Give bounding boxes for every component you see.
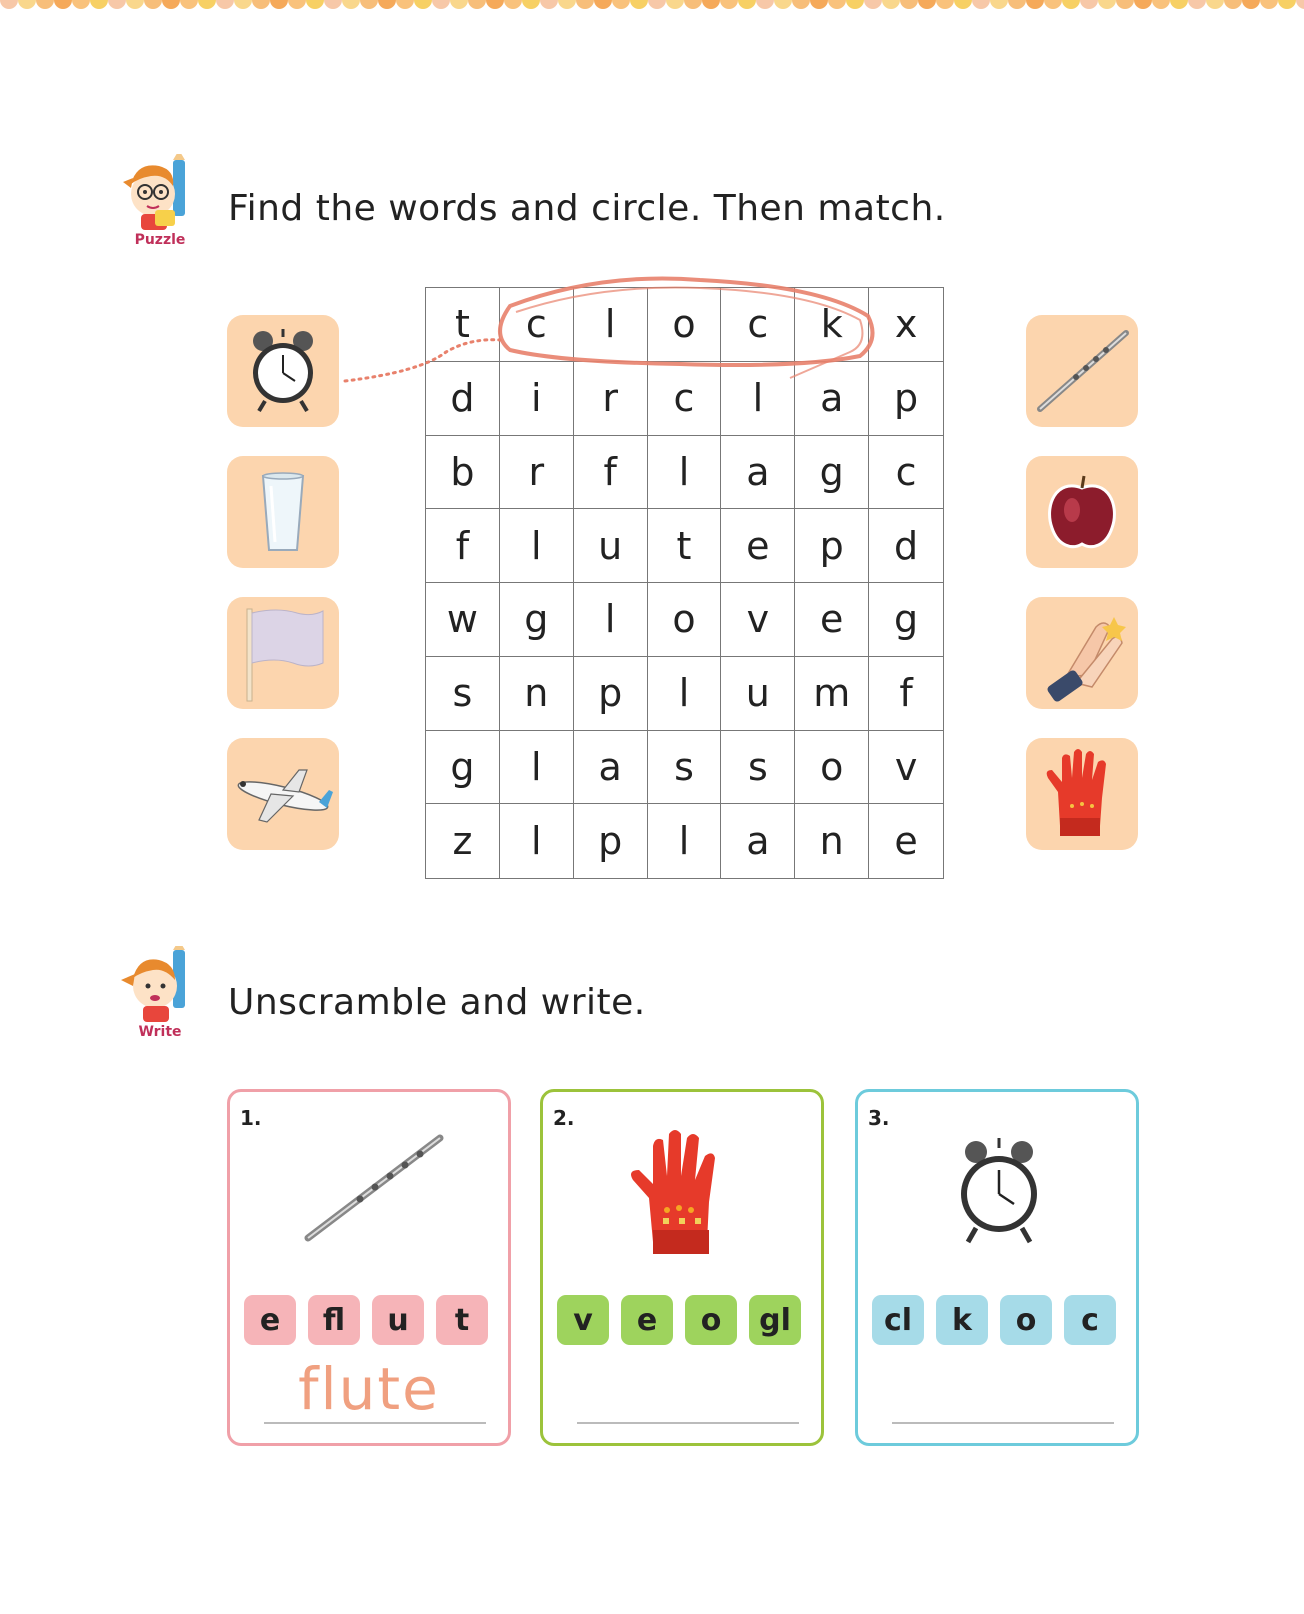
grid-cell[interactable]: c bbox=[869, 436, 943, 510]
letter-tiles bbox=[244, 1295, 488, 1345]
answer-line[interactable] bbox=[892, 1422, 1114, 1424]
picture-card-airplane[interactable] bbox=[227, 738, 339, 850]
scallop-dot bbox=[378, 0, 396, 9]
scallop-dot bbox=[126, 0, 144, 9]
scallop-dot bbox=[666, 0, 684, 9]
scallop-dot bbox=[162, 0, 180, 9]
scallop-dot bbox=[1188, 0, 1206, 9]
scallop-dot bbox=[360, 0, 378, 9]
scallop-dot bbox=[1062, 0, 1080, 9]
grid-cell[interactable]: r bbox=[574, 362, 648, 436]
scallop-dot bbox=[630, 0, 648, 9]
grid-cell[interactable]: c bbox=[721, 288, 795, 362]
grid-cell[interactable]: k bbox=[795, 288, 869, 362]
scallop-dot bbox=[846, 0, 864, 9]
puzzle-label: Puzzle bbox=[134, 232, 186, 248]
scallop-dot bbox=[198, 0, 216, 9]
letter-tile[interactable]: e bbox=[621, 1295, 673, 1345]
scallop-dot bbox=[828, 0, 846, 9]
picture-card-clap[interactable] bbox=[1026, 597, 1138, 709]
scallop-dot bbox=[432, 0, 450, 9]
letter-tiles bbox=[872, 1295, 1116, 1345]
scallop-dot bbox=[1278, 0, 1296, 9]
scallop-dot bbox=[414, 0, 432, 9]
flute-icon bbox=[230, 1122, 508, 1262]
glove-icon bbox=[1026, 738, 1138, 850]
scallop-dot bbox=[1134, 0, 1152, 9]
apple-icon bbox=[1026, 456, 1138, 568]
grid-cell[interactable]: i bbox=[500, 362, 574, 436]
scallop-dot bbox=[882, 0, 900, 9]
grid-cell[interactable]: b bbox=[426, 436, 500, 510]
scallop-dot bbox=[396, 0, 414, 9]
grid-cell[interactable]: a bbox=[721, 804, 795, 878]
scallop-dot bbox=[612, 0, 630, 9]
grid-cell[interactable]: t bbox=[426, 288, 500, 362]
scallop-dot bbox=[1224, 0, 1242, 9]
grid-cell[interactable]: t bbox=[648, 509, 722, 583]
scallop-dot bbox=[990, 0, 1008, 9]
picture-card-glove[interactable] bbox=[1026, 738, 1138, 850]
scallop-dot bbox=[288, 0, 306, 9]
scallop-dot bbox=[342, 0, 360, 9]
grid-cell[interactable]: m bbox=[795, 657, 869, 731]
scallop-dot bbox=[216, 0, 234, 9]
picture-card-clock[interactable] bbox=[227, 315, 339, 427]
letter-tile[interactable]: fl bbox=[308, 1295, 360, 1345]
scallop-dot bbox=[450, 0, 468, 9]
scallop-dot bbox=[774, 0, 792, 9]
unscramble-card-1 bbox=[227, 1089, 511, 1446]
alarm-clock-icon bbox=[227, 315, 339, 427]
scallop-dot bbox=[576, 0, 594, 9]
puzzle-instruction: Find the words and circle. Then match. bbox=[228, 188, 946, 229]
grid-cell[interactable]: g bbox=[426, 731, 500, 805]
grid-cell[interactable]: f bbox=[869, 657, 943, 731]
scallop-dot bbox=[702, 0, 720, 9]
grid-cell[interactable]: o bbox=[648, 288, 722, 362]
scallop-dot bbox=[558, 0, 576, 9]
grid-cell[interactable]: l bbox=[648, 436, 722, 510]
grid-cell[interactable]: l bbox=[574, 583, 648, 657]
grid-cell[interactable]: l bbox=[500, 731, 574, 805]
picture-card-flute[interactable] bbox=[1026, 315, 1138, 427]
scallop-dot bbox=[306, 0, 324, 9]
grid-cell[interactable]: p bbox=[795, 509, 869, 583]
unscramble-card-3 bbox=[855, 1089, 1139, 1446]
scallop-dot bbox=[648, 0, 666, 9]
scallop-dot bbox=[1260, 0, 1278, 9]
scallop-dot bbox=[324, 0, 342, 9]
scallop-dot bbox=[468, 0, 486, 9]
scallop-dot bbox=[1170, 0, 1188, 9]
alarm-clock-icon bbox=[858, 1122, 1136, 1262]
grid-cell[interactable]: s bbox=[426, 657, 500, 731]
scallop-dot bbox=[1008, 0, 1026, 9]
scallop-dot bbox=[738, 0, 756, 9]
flute-icon bbox=[1026, 315, 1138, 427]
scallop-dot bbox=[108, 0, 126, 9]
girl-with-pencil-icon bbox=[115, 946, 205, 1026]
scallop-dot bbox=[144, 0, 162, 9]
scallop-dot bbox=[864, 0, 882, 9]
letter-tile[interactable]: o bbox=[685, 1295, 737, 1345]
grid-cell[interactable]: l bbox=[500, 509, 574, 583]
grid-cell[interactable]: a bbox=[574, 731, 648, 805]
scallop-dot bbox=[792, 0, 810, 9]
grid-cell[interactable]: c bbox=[500, 288, 574, 362]
grid-cell[interactable]: g bbox=[869, 583, 943, 657]
grid-cell[interactable]: r bbox=[500, 436, 574, 510]
glass-icon bbox=[227, 456, 339, 568]
scallop-dot bbox=[522, 0, 540, 9]
scallop-dot bbox=[954, 0, 972, 9]
scallop-dot bbox=[1116, 0, 1134, 9]
scallop-dot bbox=[1296, 0, 1304, 9]
grid-cell[interactable]: s bbox=[721, 731, 795, 805]
answer-line[interactable] bbox=[264, 1422, 486, 1424]
grid-cell[interactable]: n bbox=[795, 804, 869, 878]
grid-cell[interactable]: c bbox=[648, 362, 722, 436]
picture-card-apple[interactable] bbox=[1026, 456, 1138, 568]
letter-tile[interactable]: k bbox=[936, 1295, 988, 1345]
grid-cell[interactable]: a bbox=[721, 436, 795, 510]
scallop-dot bbox=[0, 0, 18, 9]
scallop-dot bbox=[36, 0, 54, 9]
grid-cell[interactable]: e bbox=[721, 509, 795, 583]
grid-cell[interactable]: l bbox=[648, 657, 722, 731]
write-label: Write bbox=[138, 1024, 182, 1040]
card-number: 3. bbox=[868, 1106, 890, 1130]
scallop-dot bbox=[54, 0, 72, 9]
picture-card-glass[interactable] bbox=[227, 456, 339, 568]
grid-cell[interactable]: d bbox=[426, 362, 500, 436]
write-section-icon bbox=[115, 946, 205, 1046]
scallop-dot bbox=[234, 0, 252, 9]
scallop-dot bbox=[270, 0, 288, 9]
grid-cell[interactable]: e bbox=[795, 583, 869, 657]
scallop-dot bbox=[504, 0, 522, 9]
scallop-dot bbox=[1080, 0, 1098, 9]
scallop-dot bbox=[1098, 0, 1116, 9]
scallop-dot bbox=[1242, 0, 1260, 9]
letter-tile[interactable]: e bbox=[244, 1295, 296, 1345]
grid-cell[interactable]: p bbox=[574, 657, 648, 731]
letter-tiles bbox=[557, 1295, 801, 1345]
grid-cell[interactable]: a bbox=[795, 362, 869, 436]
scalloped-top-border bbox=[0, 0, 1304, 14]
letter-tile[interactable]: cl bbox=[872, 1295, 924, 1345]
letter-tile[interactable]: c bbox=[1064, 1295, 1116, 1345]
boy-with-pencil-icon bbox=[115, 154, 205, 234]
grid-cell[interactable]: s bbox=[648, 731, 722, 805]
grid-cell[interactable]: g bbox=[795, 436, 869, 510]
grid-cell[interactable]: d bbox=[869, 509, 943, 583]
scallop-dot bbox=[540, 0, 558, 9]
scallop-dot bbox=[810, 0, 828, 9]
letter-tile[interactable]: t bbox=[436, 1295, 488, 1345]
scallop-dot bbox=[72, 0, 90, 9]
scallop-dot bbox=[1206, 0, 1224, 9]
grid-cell[interactable]: v bbox=[869, 731, 943, 805]
scallop-dot bbox=[918, 0, 936, 9]
grid-cell[interactable]: f bbox=[426, 509, 500, 583]
card-number: 2. bbox=[553, 1106, 575, 1130]
flag-icon bbox=[227, 597, 339, 709]
grid-cell[interactable]: l bbox=[721, 362, 795, 436]
grid-cell[interactable]: z bbox=[426, 804, 500, 878]
scallop-dot bbox=[1026, 0, 1044, 9]
scallop-dot bbox=[18, 0, 36, 9]
grid-cell[interactable]: p bbox=[574, 804, 648, 878]
write-instruction: Unscramble and write. bbox=[228, 982, 646, 1023]
grid-cell[interactable]: l bbox=[574, 288, 648, 362]
word-search-grid bbox=[425, 287, 944, 879]
scallop-dot bbox=[486, 0, 504, 9]
scallop-dot bbox=[252, 0, 270, 9]
grid-cell[interactable]: l bbox=[500, 804, 574, 878]
grid-cell[interactable]: l bbox=[648, 804, 722, 878]
scallop-dot bbox=[936, 0, 954, 9]
grid-cell[interactable]: u bbox=[574, 509, 648, 583]
scallop-dot bbox=[972, 0, 990, 9]
clapping-hands-icon bbox=[1026, 597, 1138, 709]
airplane-icon bbox=[227, 738, 339, 850]
scallop-dot bbox=[90, 0, 108, 9]
scallop-dot bbox=[180, 0, 198, 9]
letter-tile[interactable]: u bbox=[372, 1295, 424, 1345]
grid-cell[interactable]: f bbox=[574, 436, 648, 510]
scallop-dot bbox=[756, 0, 774, 9]
grid-cell[interactable]: u bbox=[721, 657, 795, 731]
scallop-dot bbox=[720, 0, 738, 9]
puzzle-section-icon bbox=[115, 154, 205, 254]
glove-icon bbox=[543, 1122, 821, 1262]
grid-cell[interactable]: w bbox=[426, 583, 500, 657]
letter-tile[interactable]: gl bbox=[749, 1295, 801, 1345]
scallop-dot bbox=[900, 0, 918, 9]
scallop-dot bbox=[684, 0, 702, 9]
answer-text: flute bbox=[298, 1355, 440, 1423]
scallop-dot bbox=[1044, 0, 1062, 9]
scallop-dot bbox=[594, 0, 612, 9]
letter-tile[interactable]: v bbox=[557, 1295, 609, 1345]
grid-cell[interactable]: v bbox=[721, 583, 795, 657]
letter-tile[interactable]: o bbox=[1000, 1295, 1052, 1345]
scallop-dot bbox=[1152, 0, 1170, 9]
grid-cell[interactable]: n bbox=[500, 657, 574, 731]
grid-cell[interactable]: o bbox=[795, 731, 869, 805]
picture-card-flag[interactable] bbox=[227, 597, 339, 709]
grid-cell[interactable]: e bbox=[894, 819, 918, 864]
unscramble-card-2 bbox=[540, 1089, 824, 1446]
grid-cell[interactable]: x bbox=[869, 288, 943, 362]
card-number: 1. bbox=[240, 1106, 262, 1130]
grid-cell[interactable]: p bbox=[869, 362, 943, 436]
grid-cell[interactable]: g bbox=[500, 583, 574, 657]
grid-cell[interactable]: o bbox=[648, 583, 722, 657]
answer-line[interactable] bbox=[577, 1422, 799, 1424]
